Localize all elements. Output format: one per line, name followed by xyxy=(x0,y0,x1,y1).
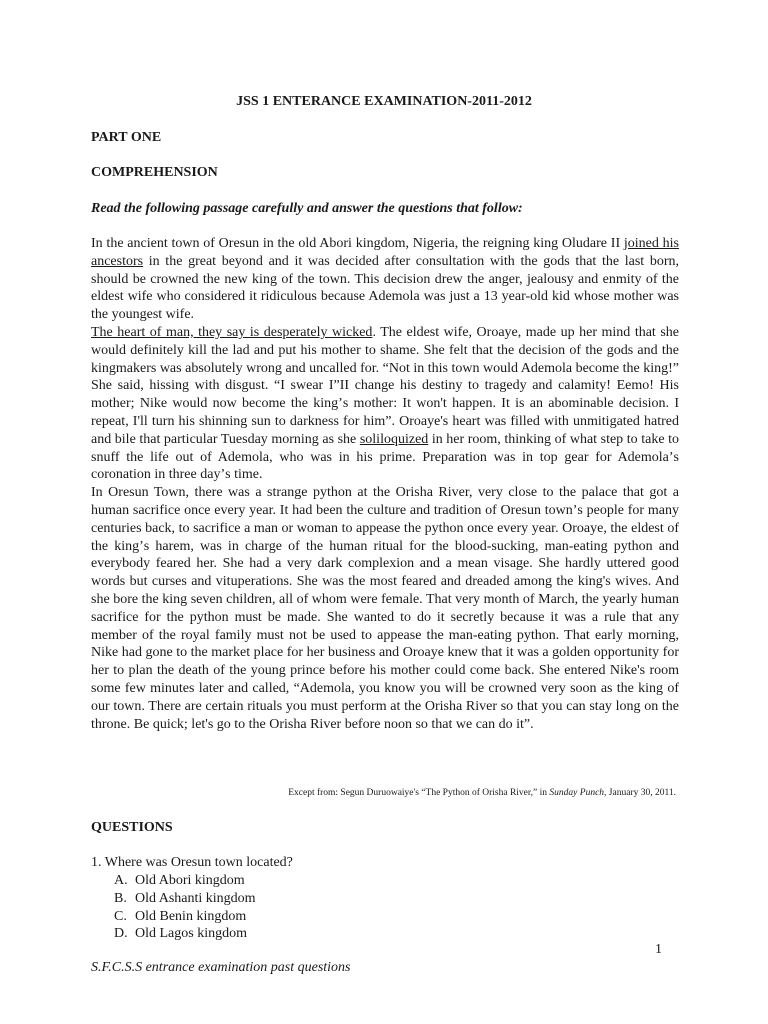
citation-prefix: Except from: Segun Duruowaiye's “The Python of Orisha River,” in xyxy=(288,788,550,798)
question-1: 1. Where was Oresun town located? xyxy=(91,855,293,870)
source-citation xyxy=(288,788,676,798)
passage-text: in her room, thinking of what step to take to snuff the life out of Ademola, who was in his prime. Preparation was in top gear for Ademolaʼs coronation in three dayʼs time. xyxy=(91,431,679,483)
underlined-phrase: The heart of man, they say is desperately wicked xyxy=(91,324,373,340)
option-letter: C. xyxy=(114,908,127,924)
option-c xyxy=(114,908,256,926)
option-text: Old Abori kingdom xyxy=(135,873,245,888)
question-1-options xyxy=(114,872,256,943)
page-footer: S.F.C.S.S entrance examination past questions xyxy=(91,960,351,975)
page-number: 1 xyxy=(655,942,662,957)
exam-title: JSS 1 ENTERANCE EXAMINATION-2011-2012 xyxy=(236,94,532,109)
part-heading: PART ONE xyxy=(91,130,162,145)
option-text: Old Ashanti kingdom xyxy=(135,890,256,906)
option-letter: B. xyxy=(114,890,127,906)
passage-text: In the ancient town of Oresun in the old Abori kingdom, Nigeria, the reigning king Oludare II xyxy=(91,236,624,251)
option-letter: D. xyxy=(114,926,128,942)
underlined-phrase: joined his ancestors xyxy=(91,236,679,269)
questions-heading: QUESTIONS xyxy=(91,820,173,835)
citation-suffix: , January 30, 2011. xyxy=(604,788,676,798)
passage-text: . The eldest wife, Oroaye, made up her mind that she would definitely kill the lad and put his mother to shame. She felt that the decision of the gods and the kingmakers was absolutely wrong and uncalled for. “Not in this town would Ademola become the king!” She said, hissing with disgust. “I swear I”II change his destiny to tragedy and calamity! Eemo! His mother; Nike would now become the kingʼs mother: It won't happen. It is an abominable decision. I repeat, I'll turn his shinning sun to darkness for him”. Oroaye's heart was filled with unmitigated hatred and bile that particular Tuesday morning as she xyxy=(91,324,679,447)
option-text: Old Benin kingdom xyxy=(135,908,247,924)
instruction-text: Read the following passage carefully and answer the questions that follow: xyxy=(91,201,523,216)
passage-paragraph-1 xyxy=(91,235,679,324)
underlined-phrase: soliloquized xyxy=(359,431,429,447)
citation-publication: Sunday Punch xyxy=(549,788,605,798)
option-letter: A. xyxy=(114,873,128,888)
option-a xyxy=(114,872,256,890)
passage-paragraph-2 xyxy=(91,324,679,484)
comprehension-passage xyxy=(91,235,679,733)
option-text: Old Lagos kingdom xyxy=(135,926,247,942)
section-heading: COMPREHENSION xyxy=(91,165,218,180)
option-d xyxy=(114,925,256,943)
option-b xyxy=(114,890,256,908)
passage-text: in the great beyond and it was decided after consultation with the gods that the last born, should be crowned the new king of the town. This decision drew the anger, jealousy and enmity of the eldest wife who considered it ridiculous because Ademola was just a 13 year-old kid whose mother was the youngest wife. xyxy=(91,253,679,323)
passage-paragraph-3: In Oresun Town, there was a strange python at the Orisha River, very close to the palace that got a human sacrifice once every year. It had been the culture and tradition of Oresun townʼs people for many centuries back, to sacrifice a man or woman to appease the python once every year. Oroaye, the eldest of the kingʼs harem, was in charge of the human ritual for the blood-sucking, man-eating python and everybody feared her. She had a very dark complexion and a mean visage. She hardly uttered good words but curses and vituperations. She was the most feared and dreaded among the king's wives. And she bore the king seven children, all of whom were female. That very month of March, the yearly human sacrifice for the python must be made. She wanted to do it secretly because it was a rule that any member of the royal family must not be used to appease the man-eating python. That early morning, Nike had gone to the market place for her business and Oroaye knew that it was a golden opportunity for her to plan the death of the young prince before his mother could come back. She entered Nike's room some few minutes later and called, “Ademola, you know you will be crowned very soon as the king of our town. There are certain rituals you must perform at the Orisha River so that you can stay long on the throne. Be quick; let's go to the Orisha River before noon so that we can do it”. xyxy=(91,485,679,732)
